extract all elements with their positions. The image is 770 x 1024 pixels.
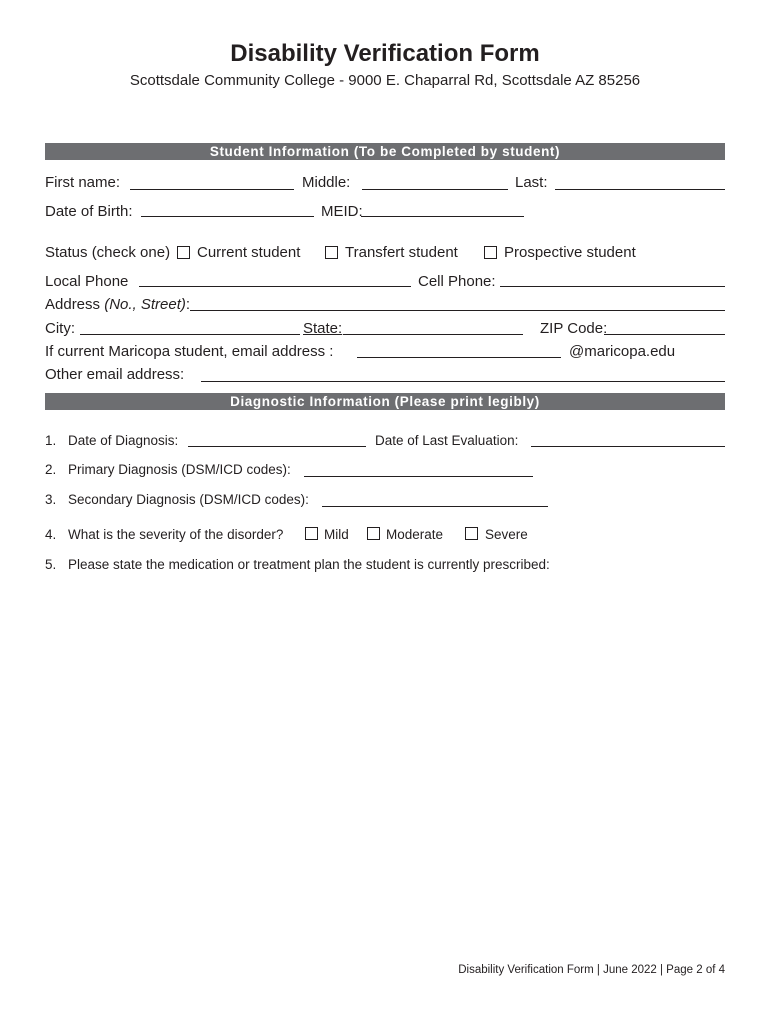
status-prospective-label: Prospective student bbox=[504, 244, 636, 261]
treatment-plan-label: Please state the medication or treatment plan the student is currently prescribed: bbox=[68, 557, 550, 572]
secondary-diagnosis-field[interactable] bbox=[322, 492, 548, 507]
form-subtitle: Scottsdale Community College - 9000 E. Chaparral Rd, Scottsdale AZ 85256 bbox=[129, 72, 641, 89]
local-phone-label: Local Phone bbox=[45, 273, 129, 290]
first-name-label: First name: bbox=[45, 174, 121, 191]
maricopa-email-field[interactable] bbox=[357, 343, 561, 358]
state-label: State: bbox=[303, 320, 343, 337]
severity-severe-checkbox[interactable] bbox=[465, 527, 478, 540]
secondary-diagnosis-label: Secondary Diagnosis (DSM/ICD codes): bbox=[68, 492, 309, 507]
dob-label: Date of Birth: bbox=[45, 203, 133, 220]
status-transfer-label: Transfert student bbox=[345, 244, 458, 261]
first-name-field[interactable] bbox=[130, 175, 294, 190]
severity-label: What is the severity of the disorder? bbox=[68, 527, 284, 542]
cell-phone-label: Cell Phone: bbox=[418, 273, 496, 290]
q5-number: 5. bbox=[45, 557, 57, 572]
date-of-diagnosis-label: Date of Diagnosis: bbox=[68, 433, 179, 448]
maricopa-email-label: If current Maricopa student, email address : bbox=[45, 343, 334, 360]
meid-field[interactable] bbox=[361, 202, 524, 217]
city-label: City: bbox=[45, 320, 75, 337]
local-phone-field[interactable] bbox=[139, 272, 411, 287]
last-evaluation-label: Date of Last Evaluation: bbox=[375, 433, 519, 448]
q1-number: 1. bbox=[45, 433, 57, 448]
status-transfer-checkbox[interactable] bbox=[325, 246, 338, 259]
diagnostic-info-heading: Diagnostic Information (Please print legibly) bbox=[45, 393, 725, 410]
severity-mild-checkbox[interactable] bbox=[305, 527, 318, 540]
primary-diagnosis-field[interactable] bbox=[304, 462, 533, 477]
q3-number: 3. bbox=[45, 492, 57, 507]
severity-moderate-label: Moderate bbox=[386, 527, 444, 542]
last-name-label: Last: bbox=[515, 174, 548, 191]
status-prospective-checkbox[interactable] bbox=[484, 246, 497, 259]
treatment-plan-field[interactable] bbox=[68, 580, 727, 944]
status-current-label: Current student bbox=[197, 244, 301, 261]
address-label bbox=[45, 296, 190, 314]
primary-diagnosis-label: Primary Diagnosis (DSM/ICD codes): bbox=[68, 462, 291, 477]
city-field[interactable] bbox=[80, 320, 300, 335]
state-field[interactable] bbox=[343, 320, 523, 335]
form-title: Disability Verification Form bbox=[230, 40, 540, 67]
address-colon: : bbox=[185, 296, 191, 313]
q2-number: 2. bbox=[45, 462, 57, 477]
page-footer: Disability Verification Form | June 2022 | Page 2 of 4 bbox=[458, 964, 725, 976]
other-email-label: Other email address: bbox=[45, 366, 185, 383]
last-evaluation-field[interactable] bbox=[531, 432, 725, 447]
other-email-field[interactable] bbox=[201, 367, 725, 382]
last-name-field[interactable] bbox=[555, 175, 725, 190]
address-field[interactable] bbox=[190, 296, 725, 311]
q4-number: 4. bbox=[45, 527, 57, 542]
zip-field[interactable] bbox=[604, 320, 725, 335]
status-current-checkbox[interactable] bbox=[177, 246, 190, 259]
meid-label: MEID: bbox=[321, 203, 363, 220]
status-label: Status (check one) bbox=[45, 244, 171, 261]
dob-field[interactable] bbox=[141, 202, 314, 217]
severity-mild-label: Mild bbox=[324, 527, 349, 542]
cell-phone-field[interactable] bbox=[500, 272, 725, 287]
middle-name-label: Middle: bbox=[302, 174, 351, 191]
zip-label: ZIP Code: bbox=[540, 320, 608, 337]
date-of-diagnosis-field[interactable] bbox=[188, 432, 366, 447]
student-info-heading: Student Information (To be Completed by student) bbox=[45, 143, 725, 160]
severity-severe-label: Severe bbox=[485, 527, 528, 542]
address-label-text: Address bbox=[45, 296, 101, 313]
maricopa-domain: @maricopa.edu bbox=[569, 343, 676, 360]
middle-name-field[interactable] bbox=[362, 175, 508, 190]
address-hint: (No., Street) bbox=[104, 296, 186, 313]
severity-moderate-checkbox[interactable] bbox=[367, 527, 380, 540]
